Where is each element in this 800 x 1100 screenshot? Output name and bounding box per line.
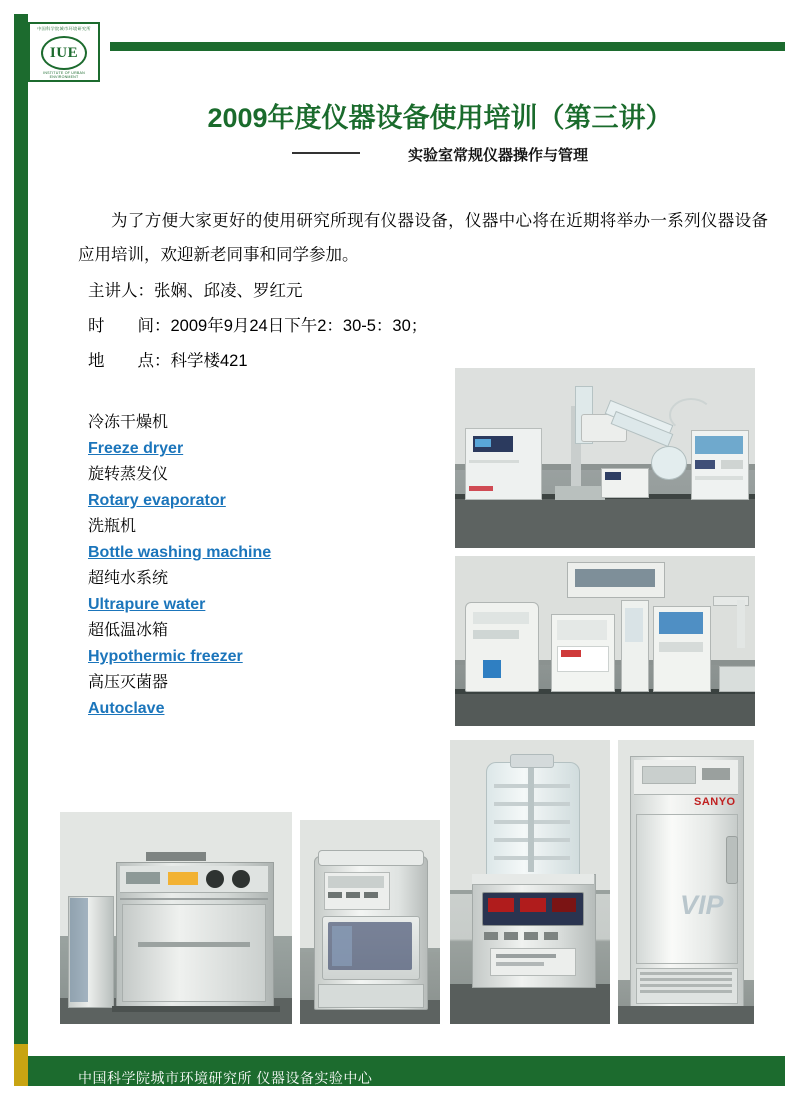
page-subtitle: 实验室常规仪器操作与管理 <box>407 147 588 164</box>
logo-letters: IUE <box>49 44 79 61</box>
footer-rule <box>28 1056 785 1064</box>
intro-paragraph: 为了方便大家更好的使用研究所现有仪器设备，仪器中心将在近期将举办一系列仪器设备应用培训，欢迎新老同事和同学参加。 <box>78 212 768 264</box>
equipment-cn-2: 洗瓶机 <box>88 518 137 535</box>
logo-bottom-text: INSTITUTE OF URBAN ENVIRONMENT <box>43 71 85 79</box>
bottle-washing-machine-photo <box>60 812 292 1024</box>
logo-ring <box>41 36 87 70</box>
header-rule <box>110 42 785 51</box>
event-info <box>88 274 688 379</box>
vip-label: VIP <box>680 890 724 920</box>
equipment-en-1: Rotary evaporator <box>88 492 226 509</box>
equipment-cn-3: 超纯水系统 <box>88 570 169 587</box>
equipment-en-2: Bottle washing machine <box>88 544 272 561</box>
page-title: 2009年度仪器设备使用培训（第三讲） <box>207 103 673 133</box>
equipment-list <box>88 410 428 722</box>
equipment-en-5: Autoclave <box>88 700 165 717</box>
subtitle-dash <box>292 152 360 154</box>
info-speakers: 主讲人：张娴、邱凌、罗红元 <box>88 282 303 300</box>
hypothermic-freezer-photo <box>618 740 754 1024</box>
sanyo-logo: SANYO <box>694 796 736 808</box>
equipment-en-4: Hypothermic freezer <box>88 648 243 665</box>
equipment-en-0: Freeze dryer <box>88 440 184 457</box>
left-green-bar <box>14 14 28 1086</box>
equipment-cn-4: 超低温冰箱 <box>88 622 169 639</box>
institute-logo <box>28 22 100 82</box>
info-place: 地 点：科学楼421 <box>88 352 248 370</box>
equipment-en-3: Ultrapure water <box>88 596 206 613</box>
subtitle-row <box>110 144 770 165</box>
ultrapure-water-photo <box>455 556 755 726</box>
equipment-cn-1: 旋转蒸发仪 <box>88 466 169 483</box>
footer-text: 中国科学院城市环境研究所 仪器设备实验中心 <box>78 1070 373 1086</box>
equipment-cn-5: 高压灭菌器 <box>88 674 169 691</box>
left-gold-bar <box>14 1044 28 1086</box>
equipment-cn-0: 冷冻干燥机 <box>88 414 169 431</box>
autoclave-photo <box>300 820 440 1024</box>
rotary-evaporator-photo <box>455 368 755 548</box>
info-time: 时 间：2009年9月24日下午2：30-5：30； <box>88 317 428 335</box>
freeze-dryer-photo <box>450 740 610 1024</box>
logo-top-text: 中国科学院城市环境研究所 <box>37 26 91 31</box>
